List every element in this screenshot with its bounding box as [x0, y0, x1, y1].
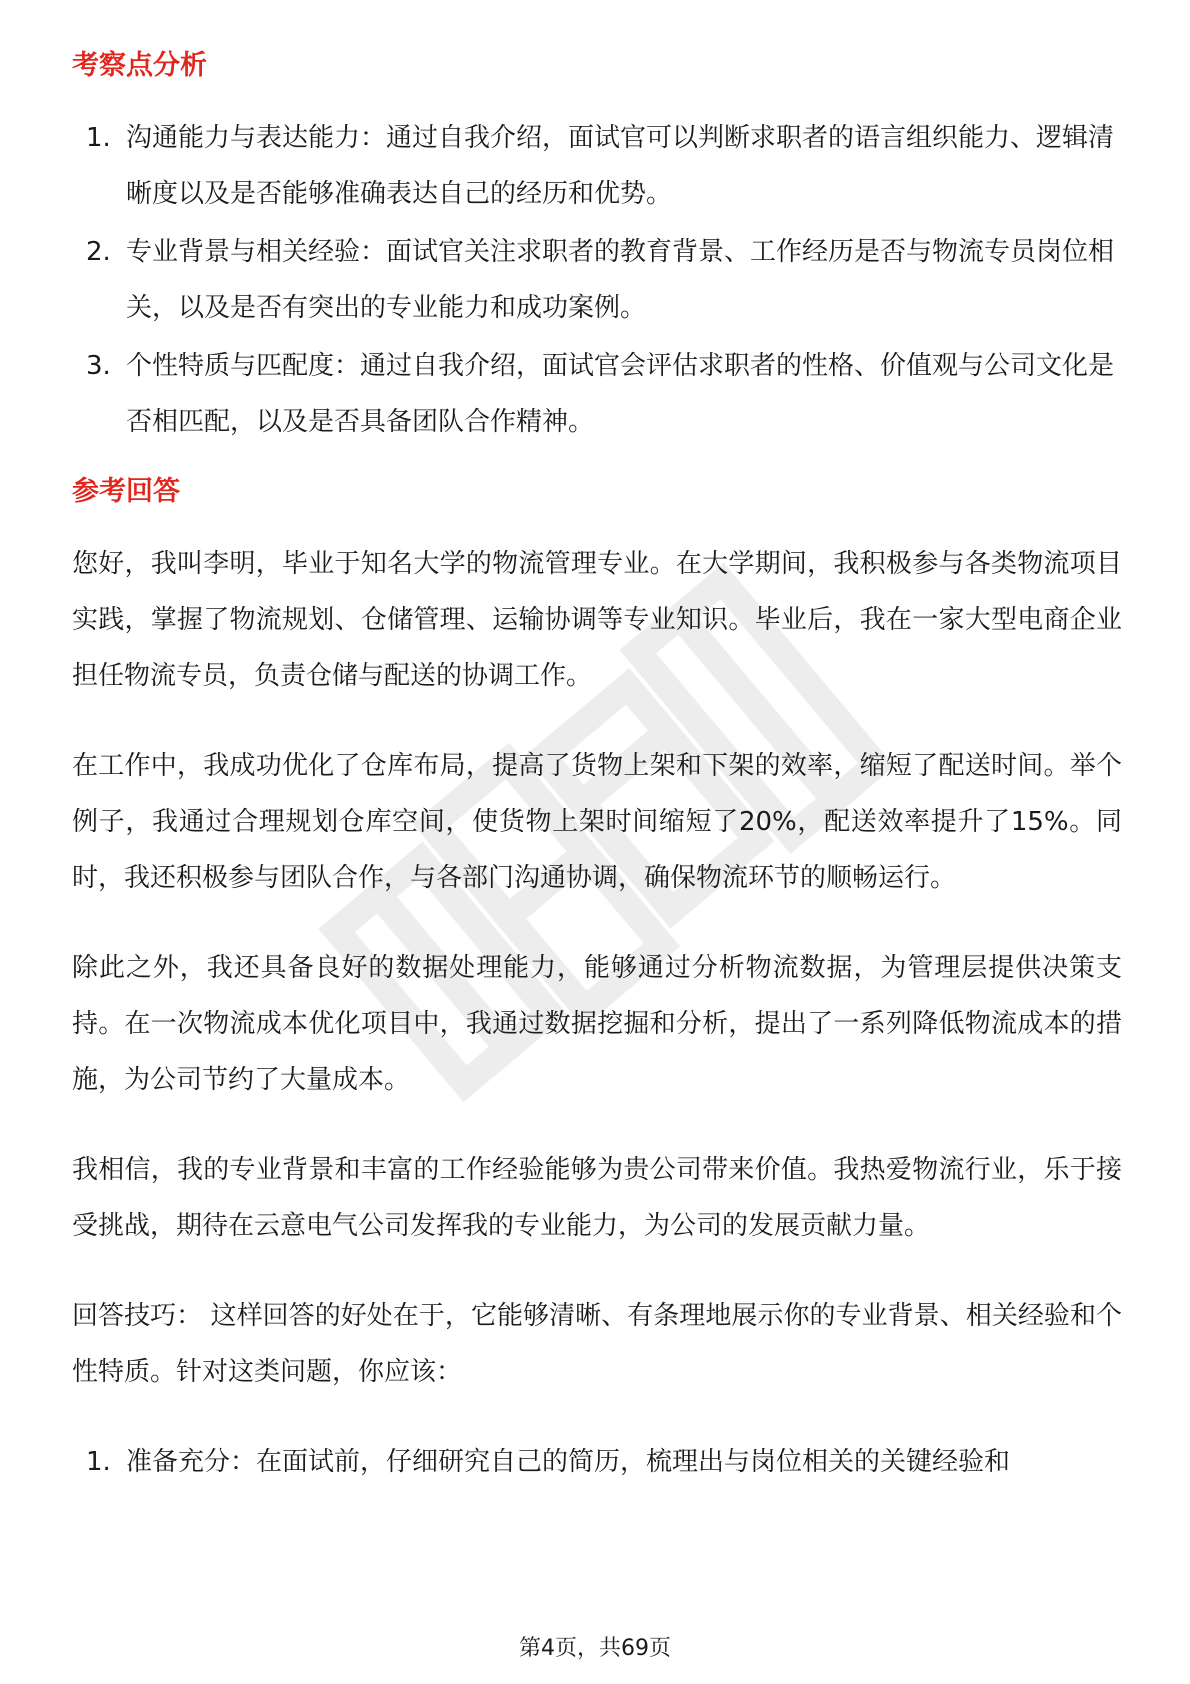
list-item-number: 1.: [86, 1447, 111, 1477]
list-item: [72, 110, 1122, 222]
list-item-text: 沟通能力与表达能力：通过自我介绍，面试官可以判断求职者的语言组织能力、逻辑清晰度以及是否能够准确表达自己的经历和优势。: [126, 123, 1115, 209]
answer-paragraph: 在工作中，我成功优化了仓库布局，提高了货物上架和下架的效率，缩短了配送时间。举个例子，我通过合理规划仓库空间，使货物上架时间缩短了20%，配送效率提升了15%。同时，我还积极参与团队合作，与各部门沟通协调，确保物流环节的顺畅运行。: [72, 751, 1122, 893]
section-title-analysis: 考察点分析: [72, 50, 207, 81]
list-item: [72, 224, 1122, 336]
list-item: [72, 1434, 1122, 1490]
answer-paragraph: 您好，我叫李明，毕业于知名大学的物流管理专业。在大学期间，我积极参与各类物流项目实践，掌握了物流规划、仓储管理、运输协调等专业知识。毕业后，我在一家大型电商企业担任物流专员，负责仓储与配送的协调工作。: [72, 549, 1122, 691]
analysis-list: [72, 110, 1122, 450]
answer-paragraph: 除此之外，我还具备良好的数据处理能力，能够通过分析物流数据，为管理层提供决策支持。在一次物流成本优化项目中，我通过数据挖掘和分析，提出了一系列降低物流成本的措施，为公司节约了大量成本。: [72, 953, 1122, 1095]
list-item-text: 个性特质与匹配度：通过自我介绍，面试官会评估求职者的性格、价值观与公司文化是否相匹配，以及是否具备团队合作精神。: [126, 351, 1115, 437]
page-number-footer: 第4页，共69页: [519, 1636, 671, 1661]
tips-list: [72, 1434, 1122, 1490]
list-item-text: 专业背景与相关经验：面试官关注求职者的教育背景、工作经历是否与物流专员岗位相关，以及是否有突出的专业能力和成功案例。: [126, 237, 1115, 323]
list-item-text: 准备充分：在面试前，仔细研究自己的简历，梳理出与岗位相关的关键经验和: [126, 1447, 1011, 1477]
list-item-number: 3.: [86, 351, 111, 381]
list-item: [72, 338, 1122, 450]
page-content: [72, 46, 1122, 1492]
answer-tips-paragraph: 回答技巧： 这样回答的好处在于，它能够清晰、有条理地展示你的专业背景、相关经验和个性特质。针对这类问题，你应该：: [72, 1301, 1122, 1387]
list-item-number: 2.: [86, 237, 111, 267]
list-item-number: 1.: [86, 123, 111, 153]
section-title-reference-answer: 参考回答: [72, 476, 180, 507]
answer-paragraph: 我相信，我的专业背景和丰富的工作经验能够为贵公司带来价值。我热爱物流行业，乐于接受挑战，期待在云意电气公司发挥我的专业能力，为公司的发展贡献力量。: [72, 1155, 1122, 1241]
